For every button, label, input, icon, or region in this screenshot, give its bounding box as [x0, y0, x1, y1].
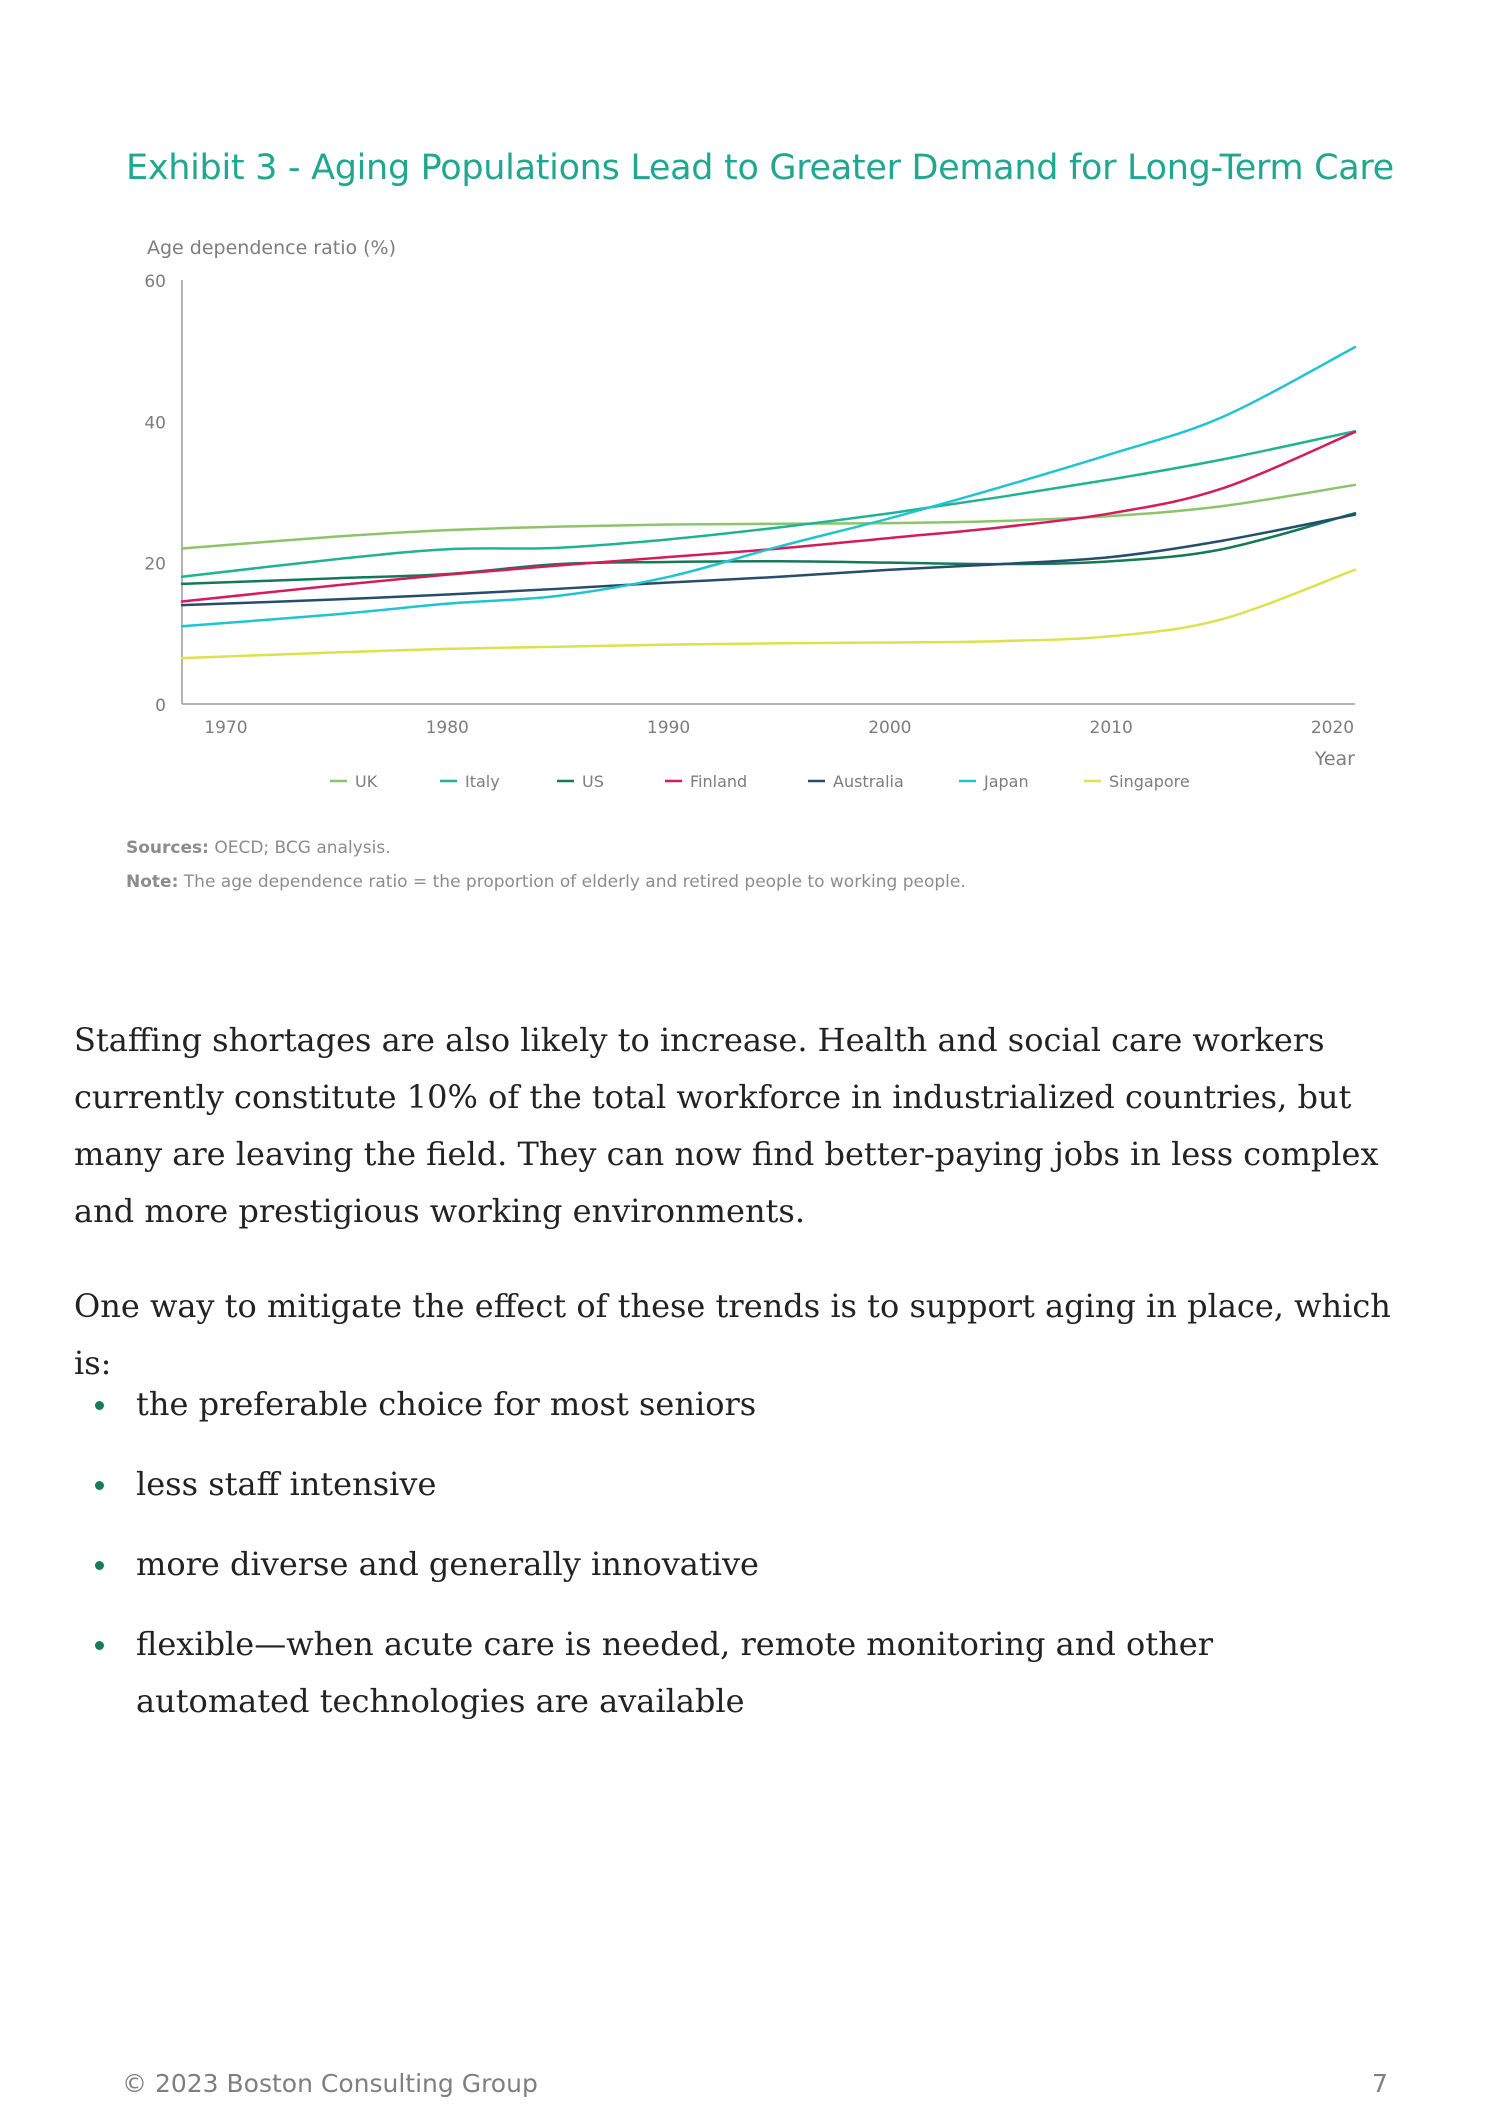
bullet-text: less staff intensive	[136, 1465, 437, 1503]
legend-item-singapore	[1084, 772, 1190, 791]
x-tick-label: 1990	[646, 718, 691, 738]
legend-label: Italy	[465, 772, 500, 791]
series-line-uk	[182, 485, 1355, 549]
series-lines	[182, 347, 1355, 658]
x-tick-labels	[204, 718, 1354, 738]
bullet-item	[74, 1376, 1374, 1433]
y-tick-label: 40	[144, 413, 166, 434]
y-tick-label: 20	[144, 554, 166, 575]
note-label: Note:	[126, 872, 179, 892]
legend-label: US	[582, 772, 604, 791]
legend-item-finland	[665, 772, 747, 791]
legend-label: UK	[355, 772, 378, 791]
legend-item-uk	[330, 772, 378, 791]
x-tick-label: 1980	[425, 718, 469, 738]
series-line-finland	[182, 432, 1355, 602]
x-tick-label: 2000	[868, 718, 912, 738]
legend-item-australia	[808, 772, 904, 791]
note-line	[126, 872, 1226, 892]
legend-item-us	[557, 772, 604, 791]
bullet-dot-icon	[95, 1641, 104, 1650]
y-tick-label: 60	[144, 272, 166, 292]
sources-text: OECD; BCG analysis.	[208, 838, 391, 858]
bullet-text: flexible—when acute care is needed, remote monitoring and other automated technologies are available	[136, 1625, 1213, 1720]
bullet-item	[74, 1616, 1374, 1730]
x-tick-label: 2010	[1089, 718, 1133, 738]
legend-item-japan	[959, 772, 1029, 791]
y-tick-labels	[144, 272, 166, 716]
bullet-dot-icon	[95, 1481, 104, 1490]
y-axis-label: Age dependence ratio (%)	[147, 237, 397, 259]
legend-item-italy	[440, 772, 500, 791]
legend-label: Japan	[984, 772, 1029, 791]
x-axis-label: Year	[1314, 748, 1355, 770]
bullet-dot-icon	[95, 1401, 104, 1410]
legend-label: Finland	[690, 772, 748, 791]
y-tick-label: 0	[155, 696, 166, 716]
bullet-text: the preferable choice for most seniors	[136, 1385, 757, 1423]
bullet-item	[74, 1456, 1374, 1513]
chart-legend	[330, 772, 1190, 791]
bullet-list	[74, 1376, 1374, 1753]
page-number: 7	[1372, 2069, 1388, 2098]
note-text: The age dependence ratio = the proportion of elderly and retired people to working people.	[178, 872, 966, 892]
paragraph-staffing: Staffing shortages are also likely to increase. Health and social care workers currently constitute 10% of the total workforce in industrialized countries, but many are leaving the field. They can now find better-paying jobs in less complex and more prestigious working environments.	[74, 1021, 1379, 1230]
legend-label: Singapore	[1109, 772, 1190, 791]
x-tick-label: 1970	[204, 718, 248, 738]
age-dependence-chart	[0, 0, 1500, 820]
bullet-text: more diverse and generally innovative	[136, 1545, 759, 1583]
sources-line	[126, 838, 1226, 858]
footer-copyright: © 2023 Boston Consulting Group	[122, 2069, 538, 2098]
legend-label: Australia	[833, 772, 904, 791]
x-tick-label: 2020	[1310, 718, 1355, 738]
exhibit-title: Exhibit 3 - Aging Populations Lead to Greater Demand for Long-Term Care	[126, 148, 1394, 188]
sources-label: Sources:	[126, 838, 209, 858]
paragraph-aging-in-place: One way to mitigate the effect of these trends is to support aging in place, which is:	[74, 1287, 1391, 1382]
bullet-item	[74, 1536, 1374, 1593]
bullet-dot-icon	[95, 1561, 104, 1570]
